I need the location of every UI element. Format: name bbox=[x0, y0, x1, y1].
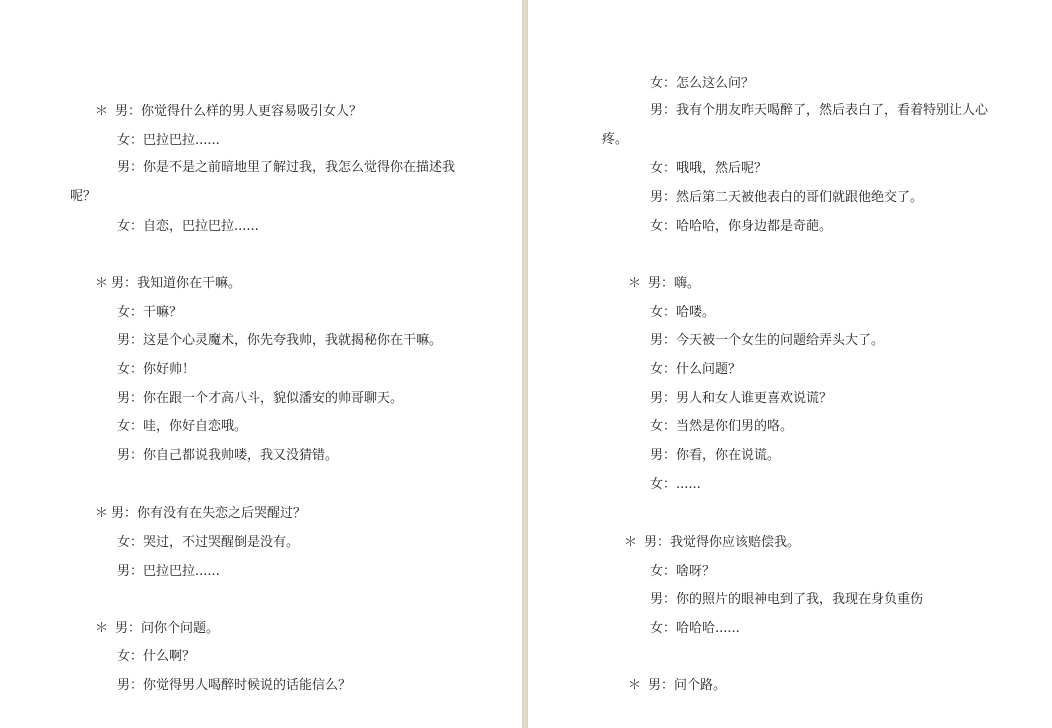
bullet-star-icon: ＊ bbox=[95, 621, 109, 636]
dialogue-line: 男：你的照片的眼神电到了我，我现在身负重伤 bbox=[650, 592, 924, 607]
line-text: 男：我知道你在干嘛。 bbox=[111, 276, 242, 291]
bullet-star-icon: ＊ bbox=[624, 535, 638, 550]
dialogue-line: 男：巴拉巴拉...... bbox=[117, 564, 220, 579]
dialogue-line: 男：男人和女人谁更喜欢说谎？ bbox=[650, 391, 833, 406]
line-text: 男：你觉得什么样的男人更容易吸引女人？ bbox=[115, 104, 363, 119]
dialogue-line: 女：干嘛？ bbox=[117, 305, 183, 320]
right-page bbox=[528, 0, 1052, 728]
bullet-star-icon: ＊ bbox=[628, 678, 642, 693]
dialogue-line: 女：哇，你好自恋哦。 bbox=[117, 419, 248, 434]
dialogue-line: 男：你在跟一个才高八斗，貌似潘安的帅哥聊天。 bbox=[117, 391, 404, 406]
line-text: 男：问你个问题。 bbox=[115, 621, 220, 636]
dialogue-line: 男：然后第二天被他表白的哥们就跟他绝交了。 bbox=[650, 190, 924, 205]
bullet-star-icon: ＊ bbox=[95, 506, 109, 521]
bullet-star-icon: ＊ bbox=[628, 276, 642, 291]
dialogue-line: 女：你好帅！ bbox=[117, 362, 196, 377]
dialogue-line: 男：你看，你在说谎。 bbox=[650, 448, 781, 463]
line-text: 男：问个路。 bbox=[648, 678, 727, 693]
dialogue-line: 女：哈喽。 bbox=[650, 305, 716, 320]
dialogue-line: 女：什么问题？ bbox=[650, 362, 742, 377]
dialogue-line: 女：哭过，不过哭醒倒是没有。 bbox=[117, 535, 300, 550]
dialogue-line bbox=[95, 276, 241, 292]
line-text: 男：你有没有在失恋之后哭醒过？ bbox=[111, 506, 307, 521]
dialogue-line: 女：当然是你们男的咯。 bbox=[650, 419, 794, 434]
dialogue-line-wrapped: 男：你是不是之前暗地里了解过我，我怎么觉得你在描述我呢？ bbox=[70, 160, 456, 204]
dialogue-line: 女：巴拉巴拉...... bbox=[117, 133, 220, 148]
dialogue-line bbox=[628, 678, 726, 694]
bullet-star-icon: ＊ bbox=[95, 104, 109, 119]
dialogue-line bbox=[95, 506, 306, 522]
dialogue-line: 女：啥呀？ bbox=[650, 564, 716, 579]
dialogue-line: 女：哦哦，然后呢？ bbox=[650, 161, 768, 176]
dialogue-line: 男：今天被一个女生的问题给弄头大了。 bbox=[650, 333, 885, 348]
dialogue-line: 女：哈哈哈...... bbox=[650, 621, 740, 636]
bullet-star-icon: ＊ bbox=[95, 276, 109, 291]
dialogue-line: 女：什么啊？ bbox=[117, 649, 196, 664]
dialogue-line-wrapped: 男：我有个朋友昨天喝醉了，然后表白了，看着特别让人心疼。 bbox=[602, 103, 989, 147]
dialogue-line: 男：这是个心灵魔术，你先夸我帅，我就揭秘你在干嘛。 bbox=[117, 333, 443, 348]
line-text: 男：我觉得你应该赔偿我。 bbox=[644, 535, 801, 550]
dialogue-line bbox=[624, 535, 800, 551]
dialogue-line: 女：自恋，巴拉巴拉...... bbox=[117, 219, 259, 234]
dialogue-line: 男：你自己都说我帅喽，我又没猜错。 bbox=[117, 448, 339, 463]
dialogue-line: 女：...... bbox=[650, 477, 701, 492]
dialogue-line bbox=[95, 621, 219, 637]
dialogue-line bbox=[95, 104, 362, 120]
dialogue-line: 男：你觉得男人喝醉时候说的话能信么？ bbox=[117, 678, 352, 693]
dialogue-line: 女：怎么这么问？ bbox=[650, 76, 755, 91]
dialogue-line: 女：哈哈哈，你身边都是奇葩。 bbox=[650, 219, 833, 234]
dialogue-line bbox=[628, 276, 700, 292]
line-text: 男：嗨。 bbox=[648, 276, 701, 291]
left-page bbox=[0, 0, 522, 728]
